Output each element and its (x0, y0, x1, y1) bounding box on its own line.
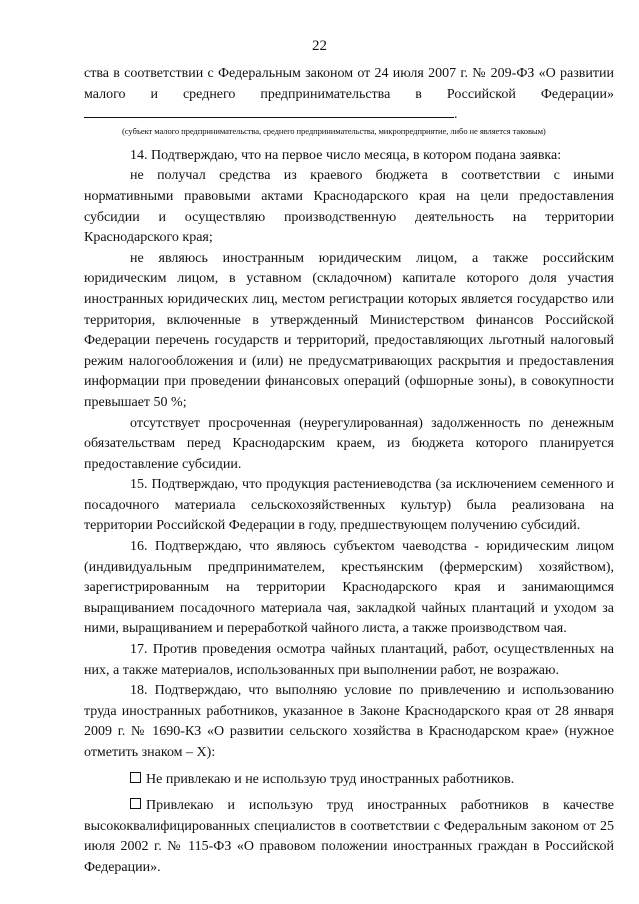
paragraph-15: 15. Подтверждаю, что продукция растениеводства (за исключением семенного и посадочного материала сельскохозяйственных культур) была реализована на территории Российской Федерации в году, предшествующем получению субсидий. (84, 477, 614, 534)
option-not-engaging (84, 770, 614, 791)
option-label: Привлекаю и использую труд иностранных работников в качестве высококвалифицированных специалистов в соответствии с Федеральным законом от 25 июля 2002 г. № 115-ФЗ «О правовом положении иностранных граждан в Российской Федерации». (84, 798, 614, 875)
continuation-text: ства в соответствии с Федеральным законом от 24 июля 2007 г. № 209-ФЗ «О развитии малого и среднего предпринимательства в Российской Федерации» (84, 66, 614, 102)
page-number: 22 (312, 38, 327, 54)
paragraph-14-item-3: отсутствует просроченная (неурегулированная) задолженность по денежным обязательствам перед Краснодарским краем, из бюджета которого планируется предоставление субсидии. (84, 415, 614, 472)
document-body (84, 64, 614, 879)
paragraph-16: 16. Подтверждаю, что являюсь субъектом чаеводства - юридическим лицом (индивидуальным предпринимателем, крестьянским (фермерским) хозяйством), зарегистрированным на территории Краснодарского края и занимающимся выращиванием посадочного материала чая, закладкой чайных плантаций и уходом за ними, выращиванием и переработкой чайного листа, а также производством чая. (84, 539, 614, 637)
checkbox-icon[interactable] (130, 772, 141, 783)
blank-field (84, 107, 454, 118)
option-engaging (84, 796, 614, 878)
field-caption: (субъект малого предпринимательства, среднего предпринимательства, микропредприятие, либо не является таковым) (122, 125, 546, 136)
checkbox-icon[interactable] (130, 798, 141, 809)
continuation-line (84, 64, 614, 126)
option-label: Не привлекаю и не использую труд иностранных работников. (146, 771, 515, 787)
continuation-end: . (454, 107, 458, 123)
paragraph-14: 14. Подтверждаю, что на первое число месяца, в котором подана заявка: (130, 147, 562, 163)
paragraph-14-item-1: не получал средства из краевого бюджета в соответствии с иными нормативными правовыми актами Краснодарского края на цели предоставления субсидии и осуществляю производственную деятельность на территории Краснодарского края; (84, 168, 614, 246)
paragraph-14-item-2: не являюсь иностранным юридическим лицом, а также российским юридическим лицом, в уставном (складочном) капитале которого доля участия иностранных юридических лиц, местом регистрации которых является государство или территория, включенные в утвержденный Министерством финансов Российской Федерации перечень государств и территорий, предоставляющих льготный налоговый режим налогообложения и (или) не предусматривающих раскрытия и предоставления информации при проведении финансовых операций (офшорные зоны), в совокупности превышает 50 %; (84, 250, 614, 410)
paragraph-17: 17. Против проведения осмотра чайных плантаций, работ, осуществленных на них, а также материалов, использованных при выполнении работ, не возражаю. (84, 642, 614, 678)
paragraph-18: 18. Подтверждаю, что выполняю условие по привлечению и использованию труда иностранных работников, указанное в Законе Краснодарского края от 28 января 2009 г. № 1690-КЗ «О развитии сельского хозяйства в Краснодарском крае» (нужное отметить знаком – Х): (84, 683, 614, 760)
